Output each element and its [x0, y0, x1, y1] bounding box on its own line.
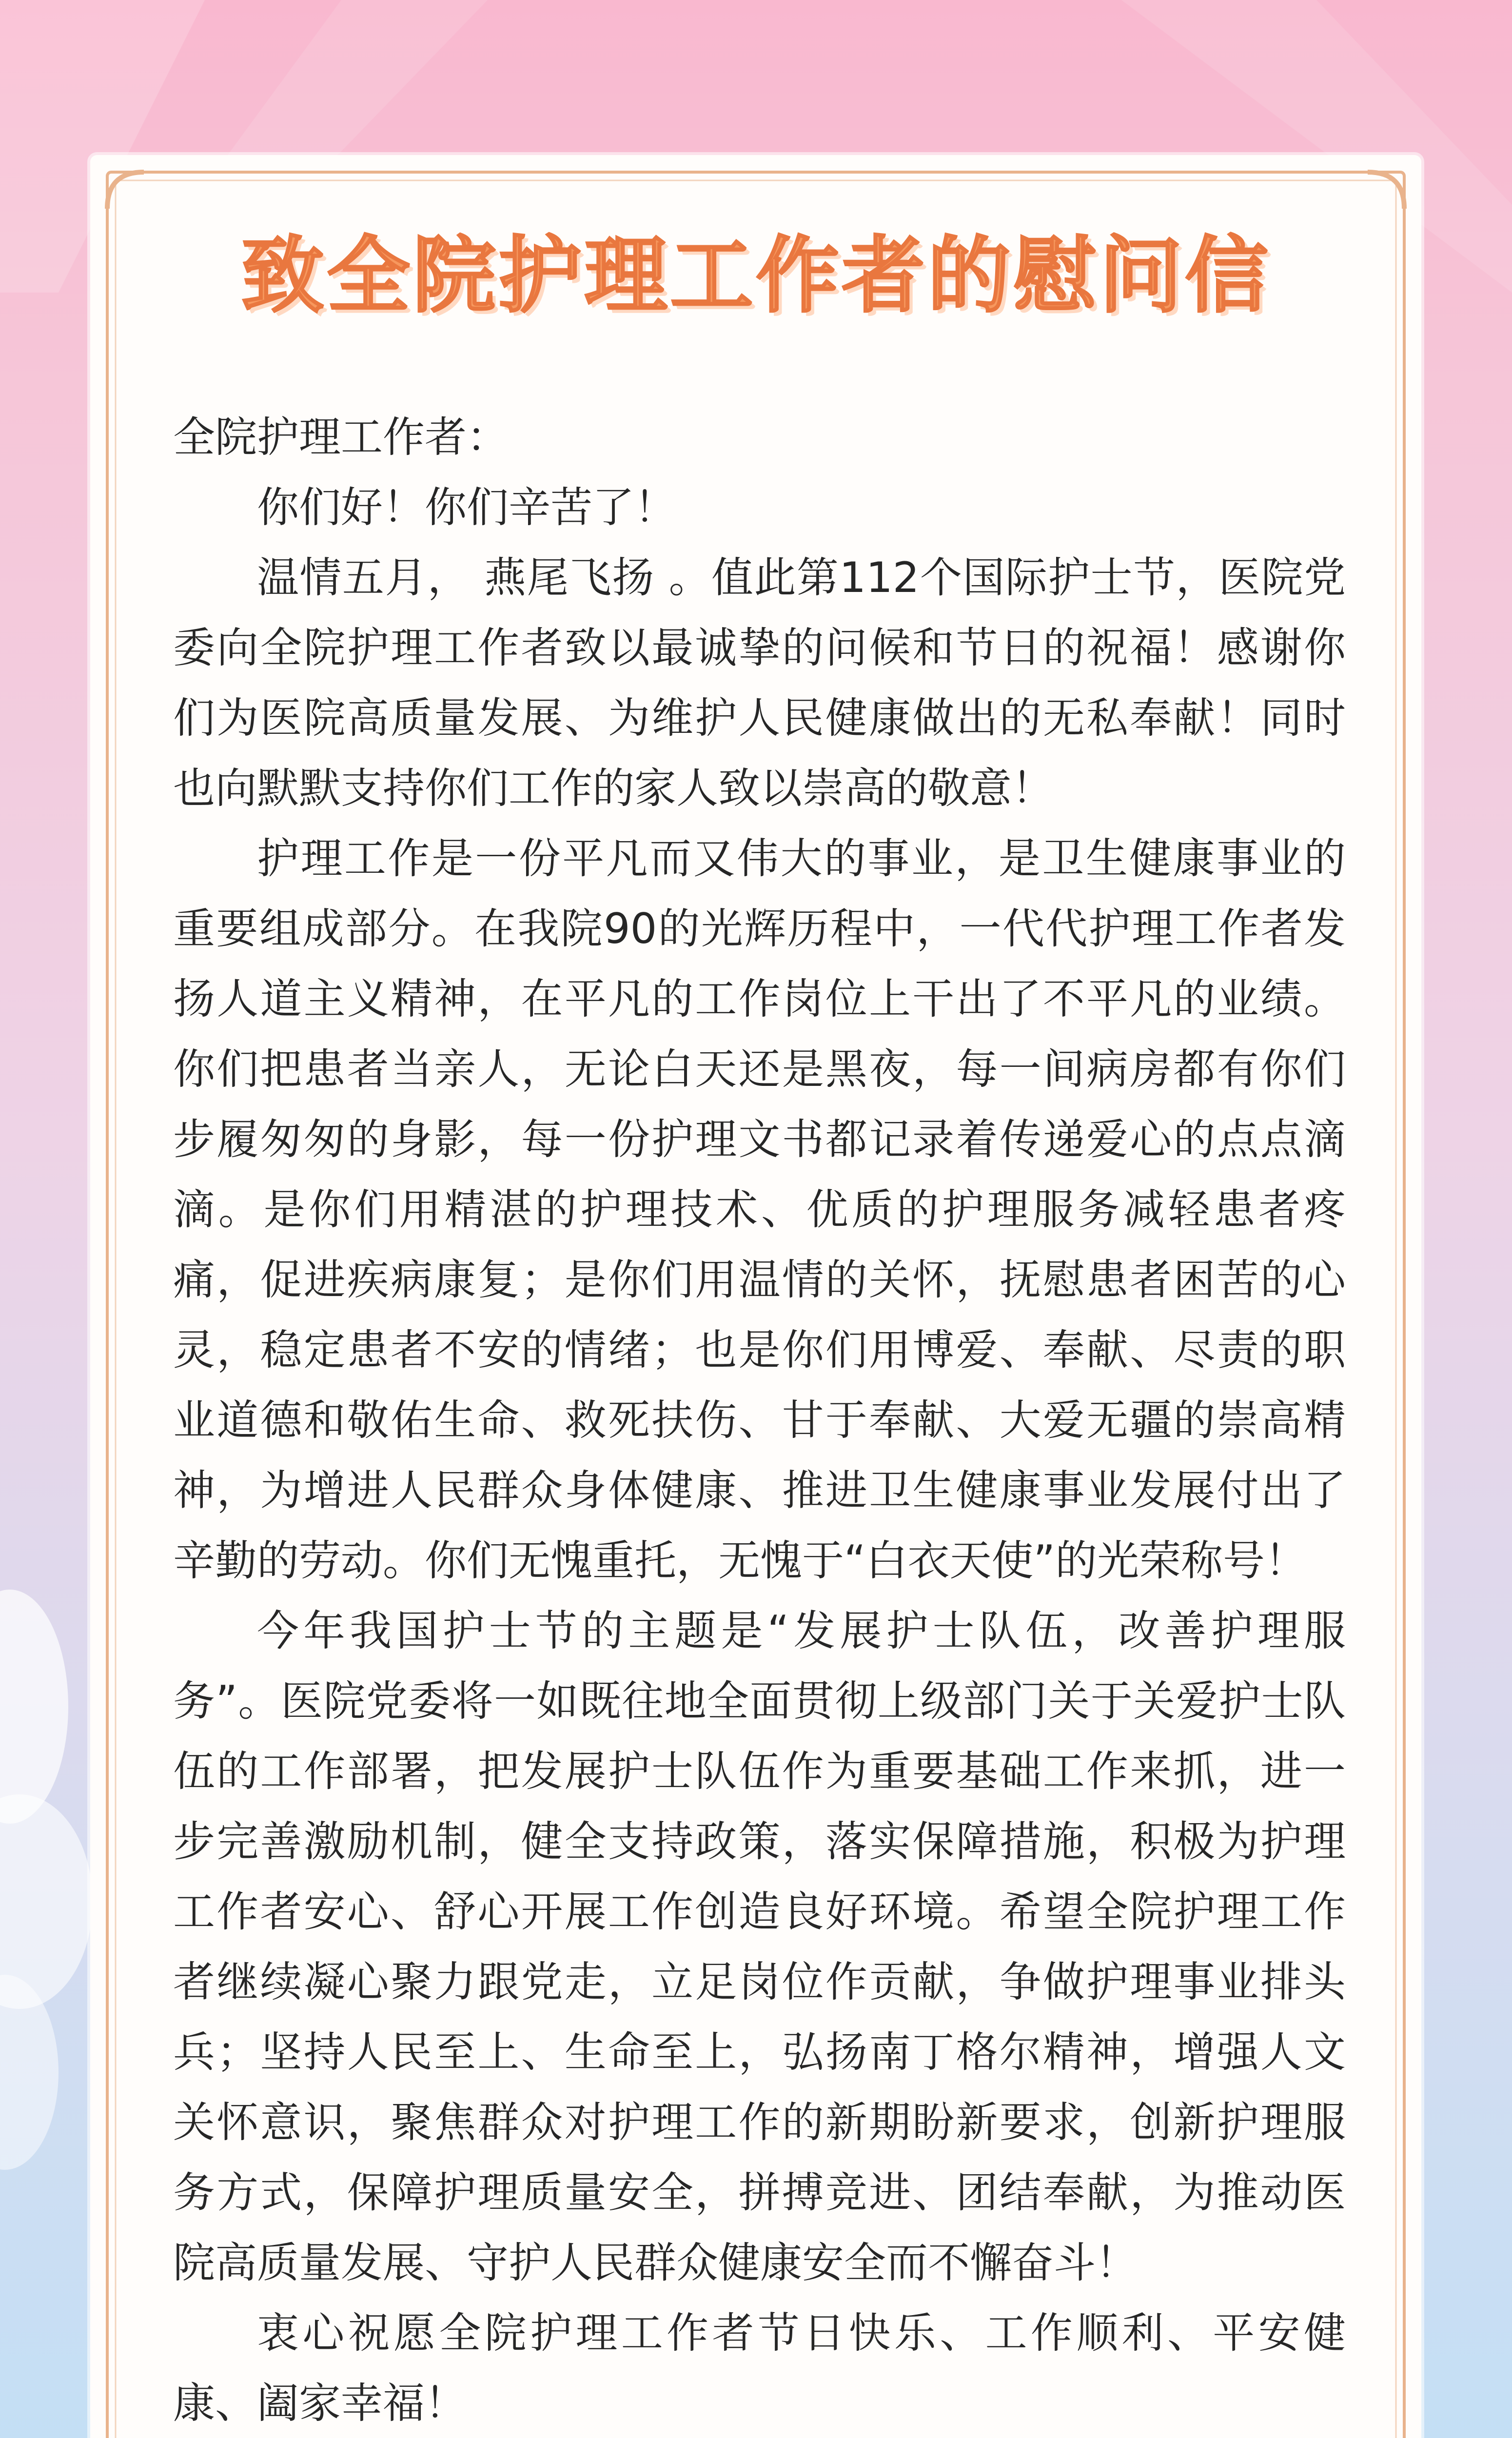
letter-paragraph: 衷心祝愿全院护理工作者节日快乐、工作顺利、平安健康、阖家幸福！	[173, 2309, 1346, 2428]
letter-salutation: 全院护理工作者：	[173, 413, 509, 462]
letter-title: 致全院护理工作者的慰问信	[241, 227, 1271, 324]
letter-body	[173, 402, 1346, 2438]
letter-paragraph: 护理工作是一份平凡而又伟大的事业，是卫生健康事业的重要组成部分。在我院90的光辉历程中，一代代护理工作者发扬人道主义精神，在平凡的工作岗位上干出了不平凡的业绩。你们把患者当亲人，无论白天还是黑夜，每一间病房都有你们步履匆匆的身影，每一份护理文书都记录着传递爱心的点点滴滴。是你们用精湛的护理技术、优质的护理服务减轻患者疼痛，促进疾病康复；是你们用温情的关怀，抚慰患者困苦的心灵，稳定患者不安的情绪；也是你们用博爱、奉献、尽责的职业道德和敬佑生命、救死扶伤、甘于奉献、大爱无疆的崇高精神，为增进人民群众身体健康、推进卫生健康事业发展付出了辛勤的劳动。你们无愧重托，无愧于“白衣天使”的光荣称号！	[173, 834, 1346, 1585]
letter-paragraph: 今年我国护士节的主题是“发展护士队伍，改善护理服务”。医院党委将一如既往地全面贯彻上级部门关于关爱护士队伍的工作部署，把发展护士队伍作为重要基础工作来抓，进一步完善激励机制，健全支持政策，落实保障措施，积极为护理工作者安心、舒心开展工作创造良好环境。希望全院护理工作者继续凝心聚力跟党走，立足岗位作贡献，争做护理事业排头兵；坚持人民至上、生命至上，弘扬南丁格尔精神，增强人文关怀意识，聚焦群众对护理工作的新期盼新要求，创新护理服务方式，保障护理质量安全，拼搏竞进、团结奉献，为推动医院高质量发展、守护人民群众健康安全而不懈奋斗！	[173, 1607, 1346, 2287]
letter-paragraph: 温情五月， 燕尾飞扬 。值此第112个国际护士节，医院党委向全院护理工作者致以最诚挚的问候和节日的祝福！感谢你们为医院高质量发展、为维护人民健康做出的无私奉献！同时也向默默支持你们工作的家人致以崇高的敬意！	[173, 553, 1346, 813]
letter-paragraph: 你们好！你们辛苦了！	[257, 483, 676, 532]
